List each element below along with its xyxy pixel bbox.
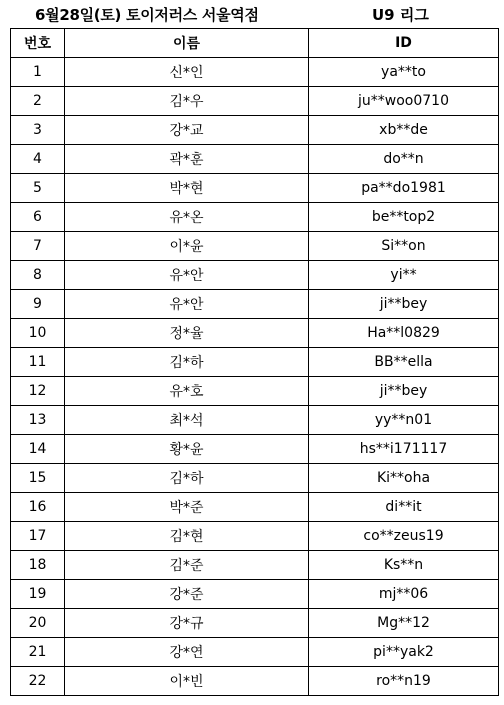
table-row <box>11 609 499 638</box>
row-id: Mg**12 <box>309 609 499 638</box>
row-number: 7 <box>11 232 65 261</box>
row-id: di**it <box>309 493 499 522</box>
row-name: 유*온 <box>65 203 309 232</box>
row-name: 강*교 <box>65 116 309 145</box>
roster-table <box>10 28 499 696</box>
row-number: 12 <box>11 377 65 406</box>
table-row <box>11 493 499 522</box>
row-id: ji**bey <box>309 377 499 406</box>
table-row <box>11 464 499 493</box>
row-name: 유*안 <box>65 290 309 319</box>
row-number: 5 <box>11 174 65 203</box>
row-number: 22 <box>11 667 65 696</box>
row-number: 4 <box>11 145 65 174</box>
row-id: pi**yak2 <box>309 638 499 667</box>
row-name: 박*현 <box>65 174 309 203</box>
row-name: 최*석 <box>65 406 309 435</box>
table-row <box>11 87 499 116</box>
table-row <box>11 116 499 145</box>
row-id: ya**to <box>309 58 499 87</box>
table-row <box>11 319 499 348</box>
row-id: Ki**oha <box>309 464 499 493</box>
row-number: 14 <box>11 435 65 464</box>
row-number: 17 <box>11 522 65 551</box>
row-id: Ha**l0829 <box>309 319 499 348</box>
row-id: Si**on <box>309 232 499 261</box>
row-id: yy**n01 <box>309 406 499 435</box>
row-id: yi** <box>309 261 499 290</box>
row-id: mj**06 <box>309 580 499 609</box>
column-header-name: 이름 <box>65 29 309 58</box>
row-name: 황*윤 <box>65 435 309 464</box>
table-row <box>11 261 499 290</box>
table-row <box>11 406 499 435</box>
row-number: 13 <box>11 406 65 435</box>
row-name: 김*하 <box>65 348 309 377</box>
table-row <box>11 348 499 377</box>
table-row <box>11 290 499 319</box>
table-row <box>11 58 499 87</box>
table-row <box>11 145 499 174</box>
row-id: do**n <box>309 145 499 174</box>
table-row <box>11 435 499 464</box>
row-name: 박*준 <box>65 493 309 522</box>
row-id: ju**woo0710 <box>309 87 499 116</box>
league-title: U9 리그 <box>372 6 429 24</box>
row-id: pa**do1981 <box>309 174 499 203</box>
row-number: 16 <box>11 493 65 522</box>
table-row <box>11 667 499 696</box>
table-row <box>11 174 499 203</box>
row-id: co**zeus19 <box>309 522 499 551</box>
row-id: hs**i171117 <box>309 435 499 464</box>
row-id: BB**ella <box>309 348 499 377</box>
row-id: xb**de <box>309 116 499 145</box>
row-name: 정*율 <box>65 319 309 348</box>
row-number: 1 <box>11 58 65 87</box>
row-number: 3 <box>11 116 65 145</box>
table-row <box>11 522 499 551</box>
row-name: 김*우 <box>65 87 309 116</box>
row-id: Ks**n <box>309 551 499 580</box>
row-number: 21 <box>11 638 65 667</box>
title-row <box>0 0 504 28</box>
row-number: 20 <box>11 609 65 638</box>
row-name: 강*연 <box>65 638 309 667</box>
row-number: 11 <box>11 348 65 377</box>
row-number: 15 <box>11 464 65 493</box>
row-number: 18 <box>11 551 65 580</box>
table-row <box>11 580 499 609</box>
event-title: 6월28일(토) 토이저러스 서울역점 <box>35 6 259 24</box>
row-name: 유*호 <box>65 377 309 406</box>
table-header-row <box>11 29 499 58</box>
row-name: 곽*훈 <box>65 145 309 174</box>
row-number: 10 <box>11 319 65 348</box>
row-name: 김*준 <box>65 551 309 580</box>
row-name: 김*하 <box>65 464 309 493</box>
row-number: 9 <box>11 290 65 319</box>
table-row <box>11 638 499 667</box>
row-number: 6 <box>11 203 65 232</box>
column-header-id: ID <box>309 29 499 58</box>
table-row <box>11 203 499 232</box>
row-name: 강*규 <box>65 609 309 638</box>
row-name: 이*빈 <box>65 667 309 696</box>
row-name: 강*준 <box>65 580 309 609</box>
row-name: 김*현 <box>65 522 309 551</box>
row-name: 신*인 <box>65 58 309 87</box>
column-header-number: 번호 <box>11 29 65 58</box>
row-name: 유*안 <box>65 261 309 290</box>
row-name: 이*윤 <box>65 232 309 261</box>
row-id: ji**bey <box>309 290 499 319</box>
table-row <box>11 377 499 406</box>
row-id: be**top2 <box>309 203 499 232</box>
row-number: 19 <box>11 580 65 609</box>
table-row <box>11 551 499 580</box>
table-row <box>11 232 499 261</box>
row-id: ro**n19 <box>309 667 499 696</box>
row-number: 8 <box>11 261 65 290</box>
row-number: 2 <box>11 87 65 116</box>
